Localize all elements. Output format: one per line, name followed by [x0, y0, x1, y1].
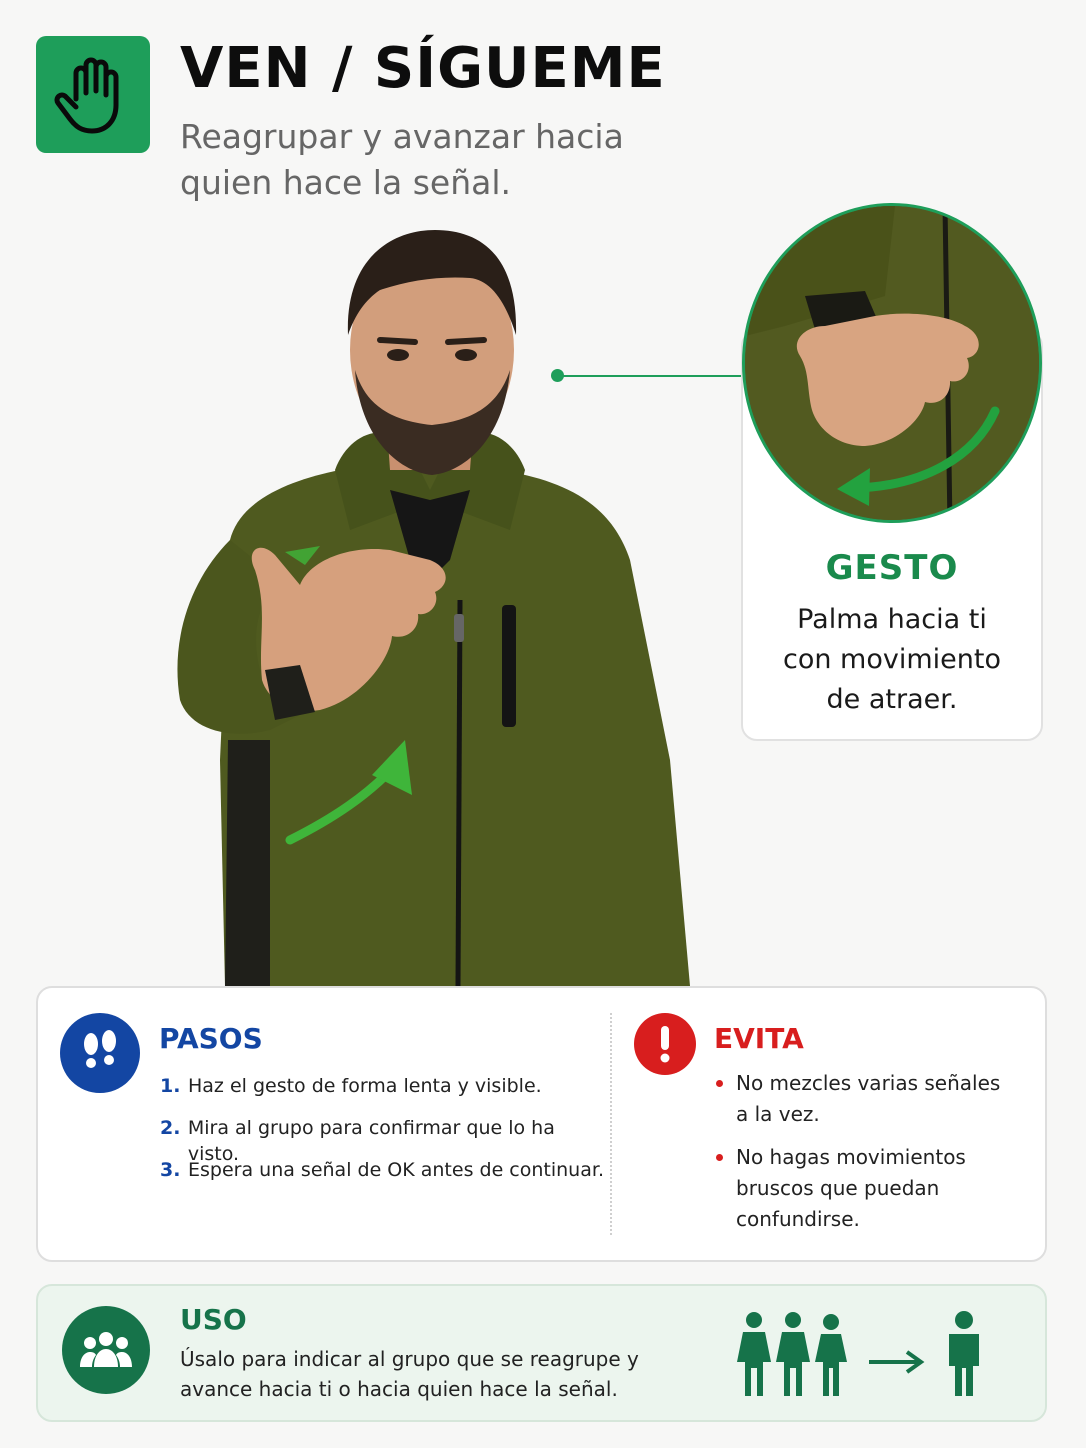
step-number: 2.	[160, 1117, 181, 1139]
avoid-title: EVITA	[714, 1022, 804, 1055]
step-number: 3.	[160, 1159, 181, 1181]
step-text: Mira al grupo para confirmar que lo ha visto.	[187, 1117, 555, 1165]
usage-text: Úsalo para indicar al grupo que se reagrupe y avance hacia ti o hacia quien hace la señal.	[180, 1347, 639, 1401]
card-divider	[610, 1013, 612, 1235]
step-text: Haz el gesto de forma lenta y visible.	[188, 1075, 542, 1097]
list-item: No hagas movimientos bruscos que puedan confundirse.	[714, 1142, 1014, 1235]
list-item	[160, 1115, 610, 1165]
hand-icon	[36, 36, 150, 153]
step-number: 1.	[160, 1075, 181, 1097]
person-illustration	[150, 200, 710, 990]
page-title: VEN / SÍGUEME	[180, 36, 666, 101]
group-icon	[62, 1306, 150, 1394]
callout-line	[560, 375, 746, 377]
page-subtitle: Reagrupar y avanzar hacia quien hace la señal.	[180, 117, 624, 202]
list-item: No mezcles varias señales a la vez.	[714, 1068, 1014, 1130]
gesture-zoom-image	[742, 203, 1042, 523]
gesture-title: GESTO	[825, 548, 959, 588]
group-to-leader-icon	[735, 1310, 995, 1400]
footprints-icon	[60, 1013, 140, 1093]
exclamation-icon	[634, 1013, 696, 1075]
list-item	[160, 1073, 610, 1115]
steps-list	[160, 1073, 610, 1199]
gesture-description: Palma hacia ti con movimiento de atraer.	[783, 604, 1001, 715]
usage-title: USO	[180, 1303, 247, 1336]
step-text: Espera una señal de OK antes de continuar.	[188, 1159, 604, 1181]
list-item	[160, 1157, 610, 1199]
avoid-list	[714, 1068, 1014, 1247]
steps-title: PASOS	[159, 1022, 263, 1055]
